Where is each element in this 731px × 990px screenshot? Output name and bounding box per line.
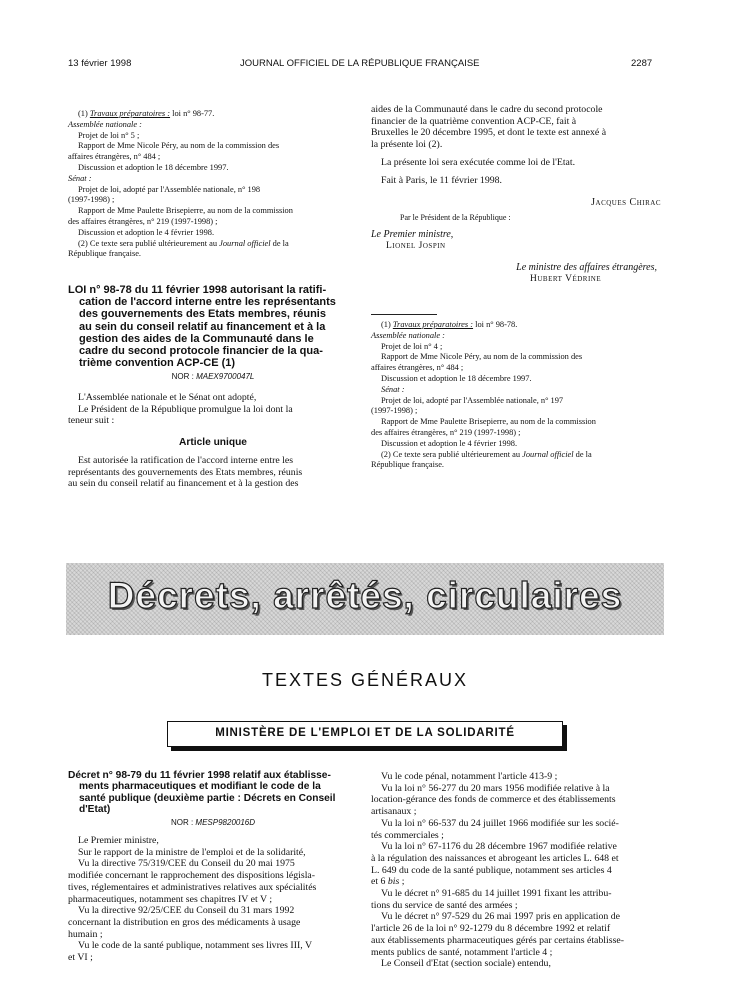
loi-title: LOI n° 98-78 du 11 février 1998 autorisant la ratifi- cation de l'accord interne entre les représentants des gouvernements des Etats membres, réunis au sein du conseil relatif au financement et à la gestion des aides de la Communauté dans le cadre du second protocole financier de la qua- trième convention ACP-CE (1)	[68, 284, 336, 370]
decret-nor: NOR : MESP9820016D	[170, 818, 256, 827]
journal-title: JOURNAL OFFICIEL DE LA RÉPUBLIQUE FRANÇAISE	[240, 58, 480, 69]
mae-title: Le ministre des affaires étrangères,	[516, 262, 657, 273]
page-number: 2287	[631, 58, 653, 69]
signature-vedrine: Hubert Védrine	[530, 274, 602, 284]
par-le-president: Par le Président de la République :	[400, 213, 511, 222]
loi-nor: NOR : MAEX9700047L	[171, 372, 255, 381]
col2-footnotes: (1) Travaux préparatoires : loi n° 98-78. Assemblée nationale : Projet de loi n° 4 ; Rapport de Mme Nicole Péry, au nom de la commission des affaires étrangères, n° 484 ; Discussion et adoption le 18 décembre 1997. Sénat : Projet de loi, adopté par l'Assemblée nationale, n° 197 (1997-1998) ; Rapport de Mme Paulette Brisepierre, au nom de la commission des affaires étrangères, n° 219 (1997-1998) ; Discussion et adoption le 4 février 1998. (2) Ce texte sera publié ultérieurement au Journal officiel de la République française.	[371, 320, 596, 470]
ministere-box	[167, 721, 563, 747]
loi-preamble: L'Assemblée nationale et le Sénat ont adopté, Le Président de la République promulgue la loi dont la teneur suit :	[68, 392, 293, 427]
banner-title: Décrets, arrêtés, circulaires	[107, 575, 623, 616]
col1-footnotes: (1) Travaux préparatoires : loi n° 98-77. Assemblée nationale : Projet de loi n° 5 ; Rapport de Mme Nicole Péry, au nom de la commission des affaires étrangères, n° 484 ; Discussion et adoption le 18 décembre 1997. Sénat : Projet de loi, adopté par l'Assemblée nationale, n° 198 (1997-1998) ; Rapport de Mme Paulette Brisepierre, au nom de la commission des affaires étrangères, n° 219 (1997-1998) ; Discussion et adoption le 4 février 1998. (2) Ce texte sera publié ultérieurement au Journal officiel de la République française.	[68, 109, 293, 259]
decret-visas-col1: Le Premier ministre, Sur le rapport de la ministre de l'emploi et de la solidarité, Vu la directive 75/319/CEE du Conseil du 20 mai 1975 modifiée concernant le rapprochement des dispositions législa- tives, réglementaires et administratives relatives aux spécialités pharmaceutiques, notamment ses chapitres IV et V ; Vu la directive 92/25/CEE du Conseil du 31 mars 1992 concernant la distribution en gros des médicaments à usage humain ; Vu le code de la santé publique, notamment ses livres III, V et VI ;	[68, 835, 317, 964]
article-unique-heading: Article unique	[179, 437, 247, 448]
signature-jospin: Lionel Jospin	[386, 241, 446, 251]
travaux-link-2: Travaux préparatoires :	[392, 320, 474, 329]
ministere-title: MINISTÈRE DE L'EMPLOI ET DE LA SOLIDARITÉ	[215, 727, 515, 739]
textes-generaux-heading: TEXTES GÉNÉRAUX	[261, 670, 469, 690]
section-banner	[66, 563, 664, 635]
article-unique-text: Est autorisée la ratification de l'accord interne entre les représentants des gouvernements des Etats membres, réunis au sein du conseil relatif au financement et à la gestion des	[68, 455, 303, 490]
decret-title: Décret n° 98-79 du 11 février 1998 relatif aux établisse- ments pharmaceutiques et modifiant le code de la santé publique (deuxième partie : Décrets en Conseil d'Etat)	[68, 770, 336, 815]
travaux-link: Travaux préparatoires :	[89, 109, 171, 118]
footnote-separator	[371, 314, 437, 315]
signature-chirac: Jacques Chirac	[591, 197, 661, 208]
col2-body: aides de la Communauté dans le cadre du second protocole financier de la quatrième convention ACP-CE, fait à Bruxelles le 20 décembre 1995, et dont le texte est annexé à la présente loi (2). La présente loi sera exécutée comme loi de l'Etat. Fait à Paris, le 11 février 1998.	[371, 104, 607, 186]
pm-title: Le Premier ministre,	[371, 229, 454, 240]
header-date: 13 février 1998	[68, 58, 132, 69]
decret-visas-col2: Vu le code pénal, notamment l'article 413-9 ; Vu la loi n° 56-277 du 20 mars 1956 modifiée relative à la location-gérance des fonds de commerce et des établissements artisanaux ; Vu la loi n° 66-537 du 24 juillet 1966 modifiée sur les socié- tés commerciales ; Vu la loi n° 67-1176 du 28 décembre 1967 modifiée relative à la régulation des naissances et abrogeant les articles L. 648 et L. 649 du code de la santé publique, notamment ses articles 4 et 6 bis ; Vu le décret n° 91-685 du 14 juillet 1991 fixant les attribu- tions du service de santé des armées ; Vu le décret n° 97-529 du 26 mai 1997 pris en application de l'article 26 de la loi n° 92-1279 du 8 décembre 1992 et relatif aux établissements pharmaceutiques gérés par certains établisse- ments publics de santé, notamment l'article 4 ; Le Conseil d'Etat (section sociale) entendu,	[371, 771, 624, 970]
